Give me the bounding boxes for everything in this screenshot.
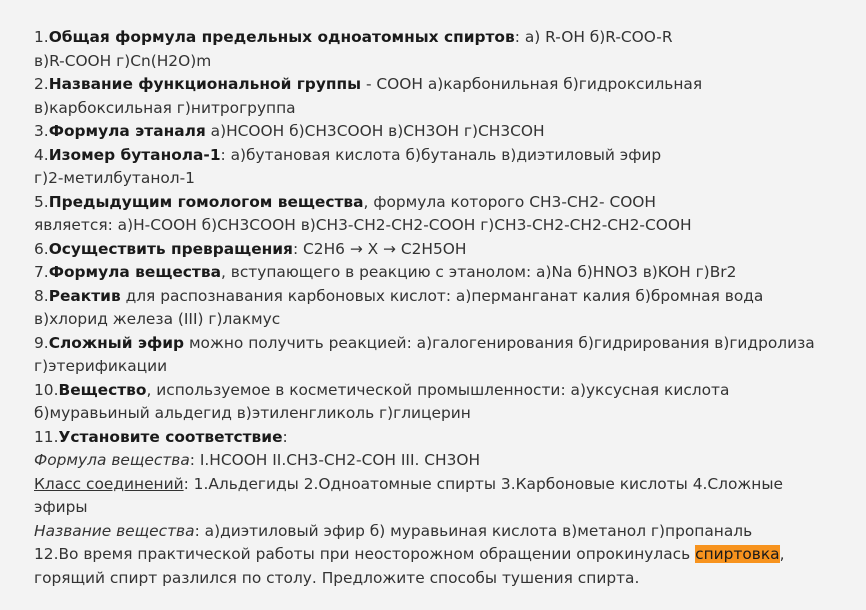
question-number: 9. (34, 333, 49, 352)
name-values: : а)диэтиловый эфир б) муравьиная кислота в)метанол г)пропаналь (194, 521, 753, 540)
class-row-continued: эфиры (34, 498, 88, 516)
question-text: , вступающего в реакцию с этанолом: а)Na б)HNO3 в)KOH г)Br2 (220, 263, 737, 281)
highlighted-word: спиртовка (695, 545, 780, 563)
question-number: 4. (34, 145, 49, 164)
question-1-line-1 (34, 26, 862, 50)
question-7-line-1 (34, 261, 862, 285)
question-12-line-2: горящий спирт разлился по столу. Предложите способы тушения спирта. (34, 568, 640, 587)
question-title: Установите соответствие (58, 427, 283, 446)
name-row (34, 520, 862, 544)
question-6-line-1 (34, 238, 862, 262)
question-title: Формула этаналя (48, 122, 206, 140)
question-title: Изомер бутанола-1 (48, 145, 221, 164)
formula-row (34, 449, 862, 473)
question-11-line-1 (34, 426, 862, 450)
question-2-line-2: в)карбоксильная г)нитрогруппа (34, 98, 296, 117)
question-text: : а)бутановая кислота б)бутаналь в)диэтиловый эфир (220, 145, 662, 164)
question-text-end: , (779, 545, 785, 563)
question-4-line-1 (34, 144, 862, 168)
question-text: : C2H6 → X → C2H5OH (292, 239, 467, 258)
question-number: 8. (34, 286, 49, 305)
question-number: 6. (34, 239, 49, 258)
question-5-line-2: является: а)H-COOH б)CH3COOH в)CH3-CH2-CH2-COOH г)CH3-CH2-CH2-CH2-COOH (34, 216, 692, 234)
question-text: а)HCOOH б)CH3COOH в)CH3OH г)CH3COH (205, 122, 545, 140)
question-1-line-2: в)R-COOH г)Cn(H2O)m (34, 51, 212, 70)
question-text: : (282, 427, 288, 446)
question-title: Осуществить превращения (48, 239, 293, 258)
question-title: Формула вещества (48, 263, 221, 281)
question-title: Сложный эфир (48, 333, 185, 352)
question-text: можно получить реакцией: а)галогенирования б)гидрирования в)гидролиза (184, 333, 815, 352)
formula-values: : I.HCOOH II.CH3-CH2-COH III. CH3OH (189, 451, 481, 469)
question-9-line-2: г)этерификации (34, 357, 168, 375)
question-2-line-1 (34, 73, 862, 97)
question-text: : а) R-OH б)R-COO-R (514, 28, 673, 46)
question-number: 7. (34, 263, 49, 281)
question-number: 3. (34, 122, 49, 140)
question-text: для распознавания карбоновых кислот: а)перманганат калия б)бромная вода (120, 286, 764, 305)
formula-label: Формула вещества (34, 451, 190, 469)
question-8-line-2: в)хлорид железа (III) г)лакмус (34, 310, 281, 328)
question-text: , формула которого CH3-CH2- COOH (363, 192, 656, 211)
question-text: - COOH а)карбонильная б)гидроксильная (361, 75, 703, 93)
class-label: Класс соединений (34, 474, 184, 493)
question-12-line-1 (34, 543, 862, 567)
question-number: 1. (34, 28, 49, 46)
question-number: 10. (34, 380, 59, 399)
question-10-line-2: б)муравьиный альдегид в)этиленгликоль г)глицерин (34, 404, 471, 422)
question-list (34, 26, 862, 590)
question-5-line-1 (34, 191, 862, 215)
question-9-line-1 (34, 332, 862, 356)
class-row (34, 473, 862, 497)
question-title: Вещество (58, 380, 147, 399)
question-title: Предыдущим гомологом вещества (48, 192, 364, 211)
question-title: Реактив (48, 286, 121, 305)
question-3-line-1 (34, 120, 862, 144)
name-label: Название вещества (34, 521, 195, 540)
question-title: Название функциональной группы (48, 75, 362, 93)
question-8-line-1 (34, 285, 862, 309)
question-text: , используемое в косметической промышленности: а)уксусная кислота (146, 380, 730, 399)
question-4-line-2: г)2-метилбутанол-1 (34, 169, 195, 187)
question-number: 2. (34, 75, 49, 93)
question-number: 11. (34, 427, 59, 446)
question-title: Общая формула предельных одноатомных спиртов (48, 28, 515, 46)
class-values: : 1.Альдегиды 2.Одноатомные спирты 3.Карбоновые кислоты 4.Сложные (183, 474, 783, 493)
question-10-line-1 (34, 379, 862, 403)
question-number: 5. (34, 192, 49, 211)
question-text: 12.Во время практической работы при неосторожном обращении опрокинулась (34, 545, 696, 563)
